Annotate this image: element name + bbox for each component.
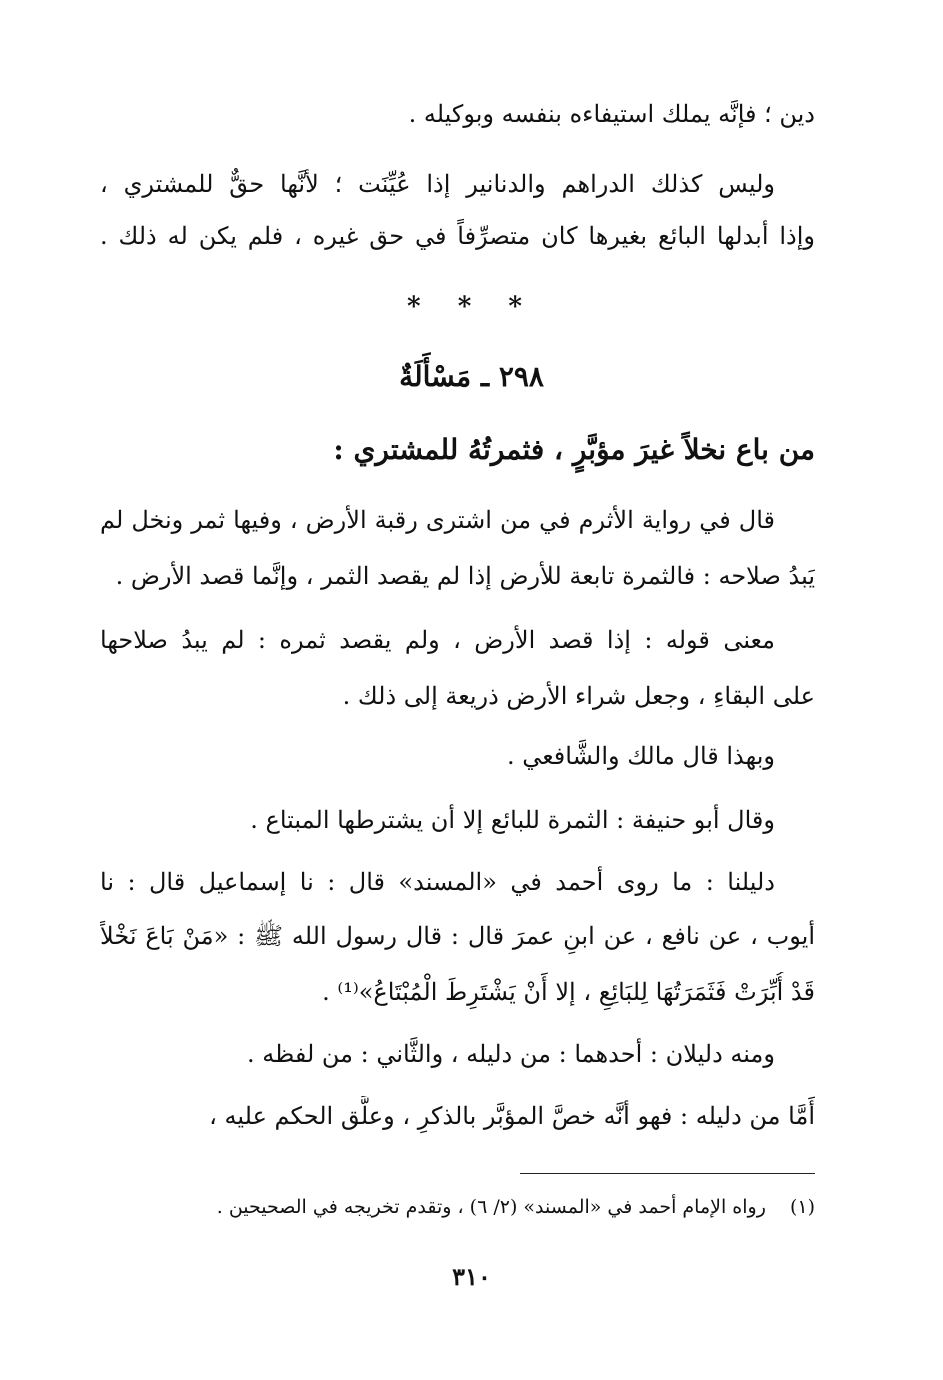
body-line: وبهذا قال مالك والشَّافعي . — [506, 742, 775, 770]
body-line: أَمَّا من دليله : فهو أنَّه خصَّ المؤبَّر بالذكرِ ، وعلَّق الحكم عليه ، — [209, 1102, 815, 1130]
hadith-line: قَدْ أُبِّرَتْ فَثَمَرَتُهَا لِلبَائِعِ ، إلا أَنْ يَشْتَرِطَ الْمُبْتَاعُ»⁽¹⁾ . — [322, 978, 815, 1006]
body-line: أيوب ، عن نافع ، عن ابنِ عمرَ قال : قال رسول الله ﷺ : «مَنْ بَاعَ نَخْلاً — [100, 922, 815, 950]
body-line: دين ؛ فإنَّه يملك استيفاءه بنفسه وبوكيله . — [408, 100, 815, 128]
body-line: وقال أبو حنيفة : الثمرة للبائع إلا أن يشترطها المبتاع . — [250, 806, 775, 834]
footnote-number: (١) — [789, 1196, 815, 1218]
body-line: على البقاءِ ، وجعل شراء الأرض ذريعة إلى ذلك . — [342, 682, 815, 710]
section-separator: * * * — [407, 292, 536, 322]
section-number: ٢٩٨ ـ مَسْأَلَةٌ — [399, 360, 544, 393]
footnote — [100, 1196, 815, 1218]
body-line: يَبدُ صلاحه : فالثمرة تابعة للأرض إذا لم يقصد الثمر ، وإنَّما قصد الأرض . — [115, 562, 815, 590]
page-number: ٣١٠ — [452, 1262, 491, 1291]
body-line: ومنه دليلان : أحدهما : من دليله ، والثَّاني : من لفظه . — [247, 1040, 775, 1068]
body-line: وإذا أبدلها البائع بغيرها كان متصرِّفاً في حق غيره ، فلم يكن له ذلك . — [100, 222, 815, 250]
footnote-text: رواه الإمام أحمد في «المسند» (٢/ ٦) ، وتقدم تخريجه في الصحيحين . — [216, 1196, 766, 1218]
footnote-divider — [520, 1173, 815, 1174]
section-title: من باع نخلاً غيرَ مؤبَّرٍ ، فثمرتُهُ للمشتري : — [333, 433, 815, 466]
body-line: قال في رواية الأثرم في من اشترى رقبة الأرض ، وفيها ثمر ونخل لم — [100, 506, 775, 534]
body-line: معنى قوله : إذا قصد الأرض ، ولم يقصد ثمره : لم يبدُ صلاحها — [100, 626, 775, 654]
body-line: وليس كذلك الدراهم والدنانير إذا عُيِّنَت ؛ لأنَّها حقٌّ للمشتري ، — [100, 170, 775, 198]
body-line: دليلنا : ما روى أحمد في «المسند» قال : نا إسماعيل قال : نا — [100, 868, 775, 896]
